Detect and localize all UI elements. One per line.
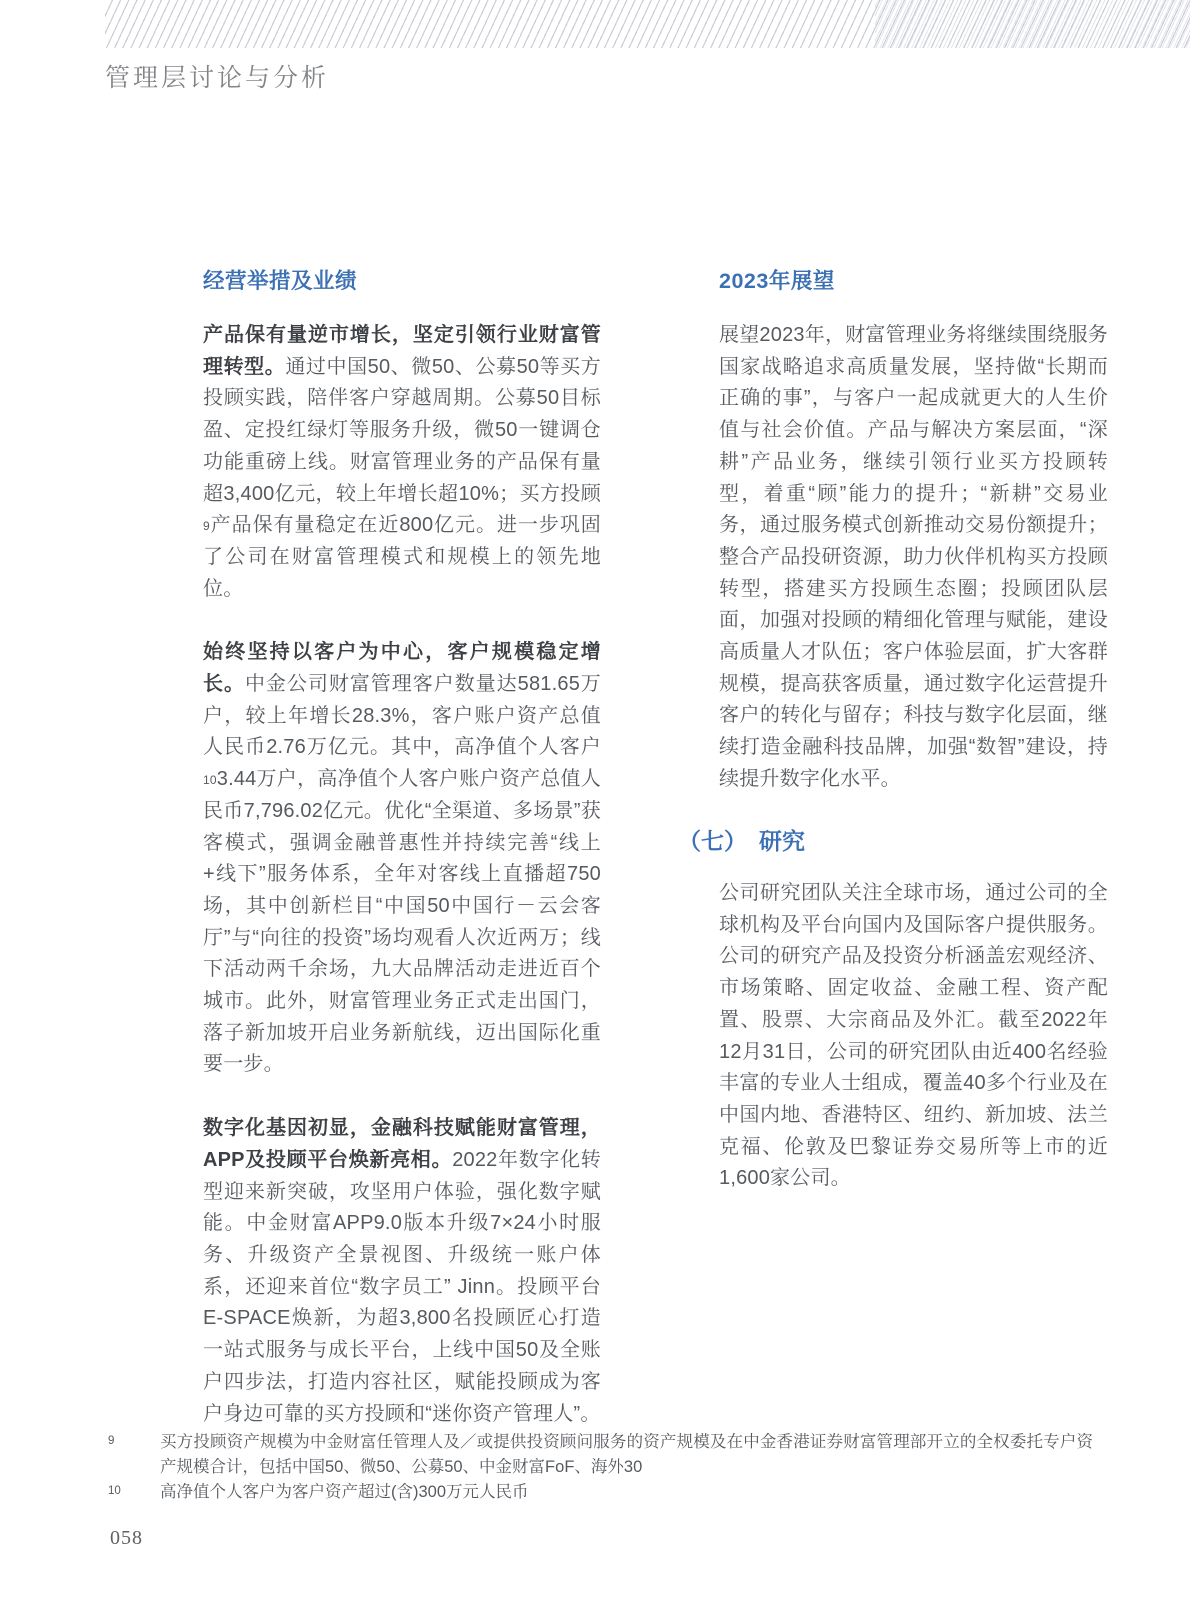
footnote-reference-10: 10 [203, 773, 217, 788]
hatch-pattern-dense-segment [875, 0, 1190, 48]
paragraph-text: 产品保有量稳定在近800亿元。进一步巩固了公司在财富管理模式和规模上的领先地位。 [203, 514, 601, 600]
paragraph-client-scale [203, 637, 601, 1081]
paragraph-research: 公司研究团队关注全球市场，通过公司的全球机构及平台向国内及国际客户提供服务。公司的研究产品及投资分析涵盖宏观经济、市场策略、固定收益、金融工程、资产配置、股票、大宗商品及外汇。截至2022年12月31日，公司的研究团队由近400名经验丰富的专业人士组成，覆盖40多个行业及在中国内地、香港特区、纽约、新加坡、法兰克福、伦敦及巴黎证券交易所等上市的近1,600家公司。 [719, 882, 1108, 1190]
paragraph-lead-bold: 始终坚持以客户为中心，客户规模稳定增长。 [203, 641, 601, 696]
paragraph-text: 2022年数字化转型迎来新突破，攻坚用户体验，强化数字赋能。中金财富APP9.0版本升级7×24小时服务、升级资产全景视图、升级统一账户体系，还迎来首位“数字员工” Jinn。投顾平台E-SPACE焕新，为超3,800名投顾匠心打造一站式服务与成长平台，上线中国50及全账户四步法，打造内容社区，赋能投顾成为客户身边可靠的买方投顾和“迷你资产管理人”。 [203, 1148, 601, 1425]
paragraph-text: 中金公司财富管理客户数量达581.65万户，较上年增长28.3%，客户账户资产总值人民币2.76万亿元。其中，高净值个人客户 [203, 673, 601, 759]
paragraph-text: 通过中国50、微50、公募50等买方投顾实践，陪伴客户穿越周期。公募50目标盈、定投红绿灯等服务升级，微50一键调仓功能重磅上线。财富管理业务的产品保有量超3,400亿元，较上年增长超10%；买方投顾 [203, 355, 601, 505]
footnote-text: 高净值个人客户为客户资产超过(含)300万元人民币 [160, 1482, 529, 1501]
research-section-heading [678, 826, 1108, 856]
paragraph-digitalization [203, 1113, 601, 1430]
footnote-9 [108, 1430, 1093, 1480]
paragraph-lead-bold: 数字化基因初显，金融科技赋能财富管理，APP及投顾平台焕新亮相。 [203, 1117, 601, 1171]
page-number: 058 [110, 1527, 143, 1549]
research-section [678, 826, 1108, 1227]
footnote-marker: 9 [108, 1435, 115, 1447]
hatch-pattern-band [105, 0, 1190, 48]
section-number: （七） [678, 828, 747, 854]
paragraph-lead-bold: 产品保有量逆市增长，坚定引领行业财富管理转型。 [203, 324, 601, 378]
paragraph-product-holdings [203, 320, 601, 605]
paragraph-outlook: 展望2023年，财富管理业务将继续围绕服务国家战略追求高质量发展，坚持做“长期而正确的事”，与客户一起成就更大的人生价值与社会价值。产品与解决方案层面，“深耕”产品业务，继续引领行业买方投顾转型，着重“顾”能力的提升；“新耕”交易业务，通过服务模式创新推动交易份额提升；整合产品投研资源，助力伙伴机构买方投顾转型，搭建买方投顾生态圈；投顾团队层面，加强对投顾的精细化管理与赋能，建设高质量人才队伍；客户体验层面，扩大客群规模，提高获客质量，通过数字化运营提升客户的转化与留存；科技与数字化层面，继续打造金融科技品牌，加强“数智”建设，持续提升数字化水平。 [719, 324, 1108, 790]
section-title: 研究 [759, 828, 805, 854]
footnote-reference-9: 9 [203, 519, 210, 534]
left-column [203, 266, 601, 1462]
footnotes-area [108, 1430, 1093, 1504]
paragraph-text: 3.44万户，高净值个人客户账户资产总值人民币7,796.02亿元。优化“全渠道、多场景”获客模式，强调金融普惠性并持续完善“线上+线下”服务体系，全年对客线上直播超750场，其中创新栏目“中国50中国行－云会客厅”与“向往的投资”场均观看人次近两万；线下活动两千余场，九大品牌活动走进近百个城市。此外，财富管理业务正式走出国门，落子新加坡开启业务新航线，迈出国际化重要一步。 [203, 768, 601, 1076]
left-column-heading: 经营举措及业绩 [203, 269, 358, 293]
right-column [678, 266, 1108, 1266]
outlook-section [719, 266, 1108, 828]
chapter-header: 管理层讨论与分析 [105, 65, 330, 92]
footnote-marker: 10 [108, 1484, 121, 1497]
footnote-text: 买方投顾资产规模为中金财富任管理人及／或提供投资顾问服务的资产规模及在中金香港证券财富管理部开立的全权委托专户资产规模合计，包括中国50、微50、公募50、中金财富FoF、海外30 [160, 1433, 1093, 1476]
footnote-10 [108, 1480, 1093, 1505]
outlook-heading: 2023年展望 [719, 269, 835, 293]
